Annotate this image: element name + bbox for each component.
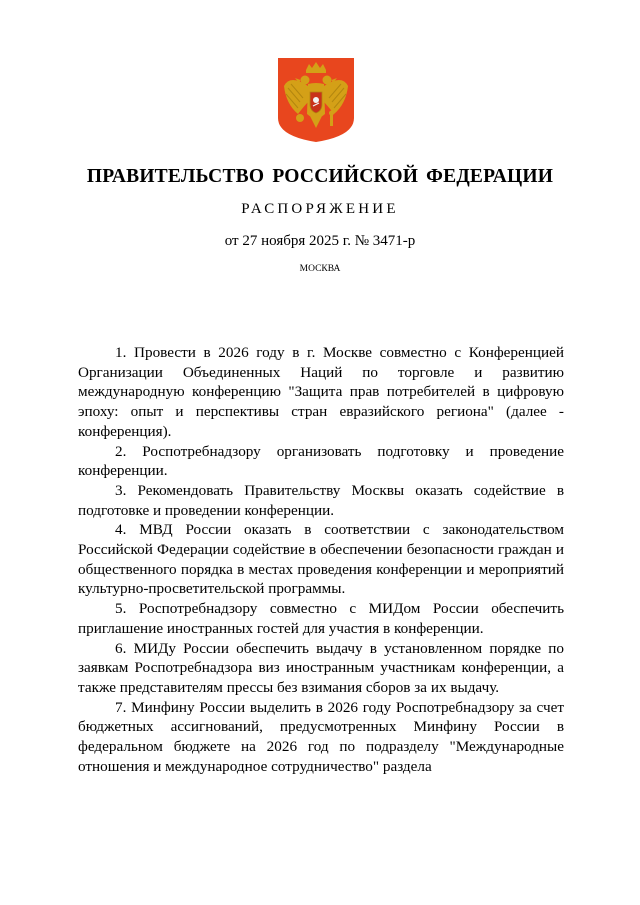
paragraph-2: 2. Роспотребнадзору организовать подготовку и проведение конференции. <box>78 442 564 480</box>
document-body <box>78 343 564 776</box>
government-title: ПРАВИТЕЛЬСТВО РОССИЙСКОЙ ФЕДЕРАЦИИ <box>86 166 554 187</box>
russian-coat-of-arms-icon <box>276 56 356 144</box>
paragraph-4: 4. МВД России оказать в соответствии с законодательством Российской Федерации содействие в обеспечении безопасности граждан и общественного порядка в местах проведения конференции и мероприятий культурно-просветительской программы. <box>78 521 564 598</box>
paragraph-5: 5. Роспотребнадзору совместно с МИДом России обеспечить приглашение иностранных гостей для участия в конференции. <box>78 600 564 637</box>
document-type: РАСПОРЯЖЕНИЕ <box>241 201 399 217</box>
paragraph-3: 3. Рекомендовать Правительству Москвы оказать содействие в подготовке и проведении конференции. <box>78 481 564 519</box>
document-date-number: от 27 ноября 2025 г. № 3471-р <box>224 233 416 249</box>
paragraph-1: 1. Провести в 2026 году в г. Москве совместно с Конференцией Организации Объединенных Наций по торговле и развитию международную конференцию "Защита прав потребителей в цифровую эпоху: опыт и перспективы стран евразийского региона" (далее - конференция). <box>78 344 564 440</box>
paragraph-6: 6. МИДу России обеспечить выдачу в установленном порядке по заявкам Роспотребнадзора виз иностранным участникам конференции, а также представителям прессы без взимания сборов за их выдачу. <box>78 639 564 696</box>
paragraph-7: 7. Минфину России выделить в 2026 году Роспотребнадзору за счет бюджетных ассигнований, предусмотренных Минфину России в федеральном бюджете на 2026 год по подразделу "Международные отношения и международное сотрудничество" раздела <box>78 698 564 775</box>
document-city: МОСКВА <box>299 264 341 274</box>
